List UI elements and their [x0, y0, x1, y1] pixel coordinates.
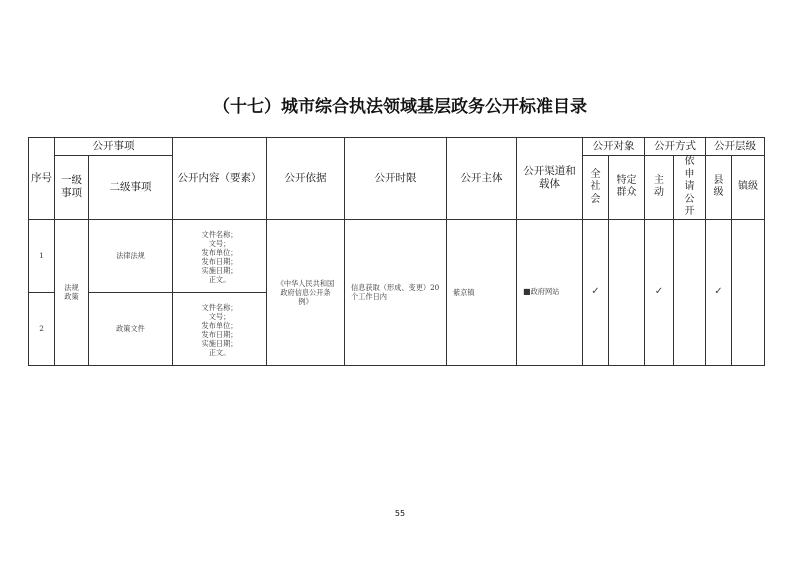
- header-level2: 二级事项: [89, 156, 173, 220]
- content-line: 文件名称；: [201, 230, 238, 239]
- content-line: 文号；: [208, 239, 231, 248]
- header-item-group: 公开事项: [55, 138, 173, 156]
- page-title: （十七）城市综合执法领域基层政务公开标准目录: [213, 97, 587, 117]
- empty-target-specific: [609, 219, 645, 365]
- level1-cell: 法规政策: [55, 219, 89, 365]
- content-line: 发布日期；: [201, 257, 238, 266]
- page-number: 55: [394, 509, 406, 518]
- header-level1: 一级事项: [55, 156, 89, 220]
- header-method-request: 依申请公开: [674, 156, 706, 220]
- content-line: 文件名称；: [201, 303, 238, 312]
- time-limit-cell: 信息获取（形成、变更）20个工作日内: [345, 219, 447, 365]
- level2-cell: 法律法规: [89, 219, 173, 292]
- content-line: 发布单位；: [201, 248, 238, 257]
- check-target-all: ✓: [583, 219, 609, 365]
- content-line: 实施日期；: [201, 339, 238, 348]
- header-target-group: 公开对象: [583, 138, 645, 156]
- content-line: 发布单位；: [201, 321, 238, 330]
- header-subject: 公开主体: [447, 138, 517, 220]
- channel-cell: [517, 219, 583, 365]
- subject-cell: 紫京镇: [447, 219, 517, 365]
- empty-method-request: [674, 219, 706, 365]
- content-line: 文号；: [208, 312, 231, 321]
- row-seq: 2: [29, 292, 55, 365]
- table-row: [29, 219, 765, 292]
- level2-cell: 政策文件: [89, 292, 173, 365]
- header-time-limit: 公开时限: [345, 138, 447, 220]
- header-method-group: 公开方式: [645, 138, 706, 156]
- header-channel: 公开渠道和载体: [517, 138, 583, 220]
- disclosure-table: [28, 137, 765, 366]
- content-line: 正文。: [208, 275, 231, 284]
- check-method-active: ✓: [645, 219, 674, 365]
- channel-text: 政府网站: [530, 287, 560, 296]
- square-bullet-icon: ■: [523, 287, 531, 296]
- header-target-all: 全社会: [583, 156, 609, 220]
- header-seq: 序号: [29, 138, 55, 220]
- header-basis: 公开依据: [267, 138, 345, 220]
- header-method-active: 主动: [645, 156, 674, 220]
- content-line: 实施日期；: [201, 266, 238, 275]
- header-content: 公开内容（要素）: [173, 138, 267, 220]
- header-level-town: 镇级: [732, 156, 765, 220]
- header-level-county: 县级: [706, 156, 732, 220]
- check-level-county: ✓: [706, 219, 732, 365]
- basis-cell: 《中华人民共和国政府信息公开条例》: [267, 219, 345, 365]
- empty-level-town: [732, 219, 765, 365]
- content-cell: [173, 292, 267, 365]
- header-level-group: 公开层级: [706, 138, 765, 156]
- content-cell: [173, 219, 267, 292]
- header-target-specific: 特定群众: [609, 156, 645, 220]
- content-line: 发布日期；: [201, 330, 238, 339]
- row-seq: 1: [29, 219, 55, 292]
- content-line: 正文。: [208, 348, 231, 357]
